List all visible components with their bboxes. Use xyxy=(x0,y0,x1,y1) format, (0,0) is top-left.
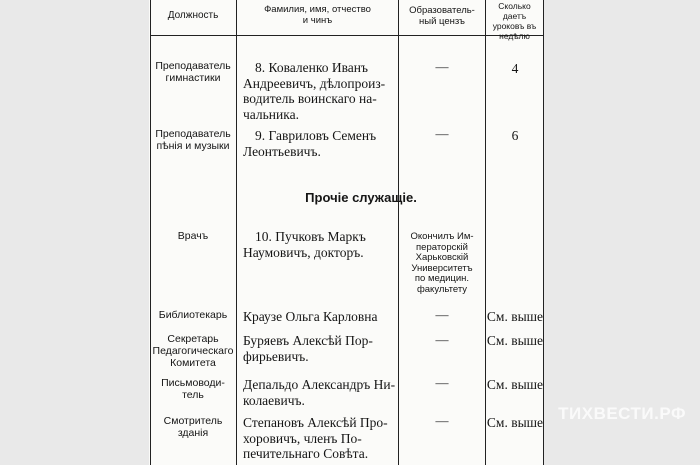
row-education: — xyxy=(435,332,449,347)
row-position: Письмоводи- тель xyxy=(161,377,225,401)
row-name: Краузе Ольга Карловна xyxy=(243,309,378,324)
row-position: Библиотекарь xyxy=(158,309,228,321)
column-divider xyxy=(236,0,237,465)
row-education: — xyxy=(435,375,449,390)
row-education: — xyxy=(435,59,449,74)
row-name: 10. Пучковъ Маркъ Наумовичъ, докторъ. xyxy=(243,229,366,260)
row-position: Секретарь Педагогическаго Комитета xyxy=(152,333,234,369)
row-education: Окончилъ Им- ператорскій Харьковскій Университетъ по медицин. факультету xyxy=(410,231,474,295)
header-position: Должность xyxy=(167,10,219,21)
row-lessons: См. выше xyxy=(486,415,544,430)
row-lessons: 4 xyxy=(511,61,519,76)
row-position: Преподаватель гимнастики xyxy=(155,60,231,84)
row-position: Преподаватель пѣнія и музыки xyxy=(155,128,231,152)
row-name: Депальдо Александръ Ни- колаевичъ. xyxy=(243,377,396,408)
row-education: — xyxy=(435,413,449,428)
row-lessons: См. выше xyxy=(486,377,544,392)
watermark: ТИХВЕСТИ.РФ xyxy=(558,404,686,423)
section-title: Прочіе служащіе. xyxy=(305,190,417,205)
row-name: Буряевъ Алексѣй Пор- фирьевичъ. xyxy=(243,333,373,364)
row-education: — xyxy=(435,126,449,141)
row-lessons: 6 xyxy=(511,128,519,143)
row-position: Смотритель зданія xyxy=(163,415,223,439)
row-name: 8. Коваленко Иванъ Андреевичъ, дѣлопроиз- водитель воинскаго на- чальника. xyxy=(243,60,386,122)
header-education: Образователь- ный цензъ xyxy=(409,5,475,27)
row-name: 9. Гавриловъ Семенъ Леонтьевичъ. xyxy=(243,128,377,159)
row-name: Степановъ Алексѣй Про- хоровичъ, членъ По- печительнаго Совѣта. xyxy=(243,415,388,461)
header-rule xyxy=(150,35,544,36)
row-position: Врачъ xyxy=(177,230,209,242)
header-name: Фамилия, имя, отчество и чинъ xyxy=(264,4,371,26)
row-lessons: См. выше xyxy=(486,333,544,348)
header-lessons: Сколько даетъ уроковъ въ недѣлю xyxy=(492,1,537,41)
row-education: — xyxy=(435,307,449,322)
row-lessons: См. выше xyxy=(486,309,544,324)
